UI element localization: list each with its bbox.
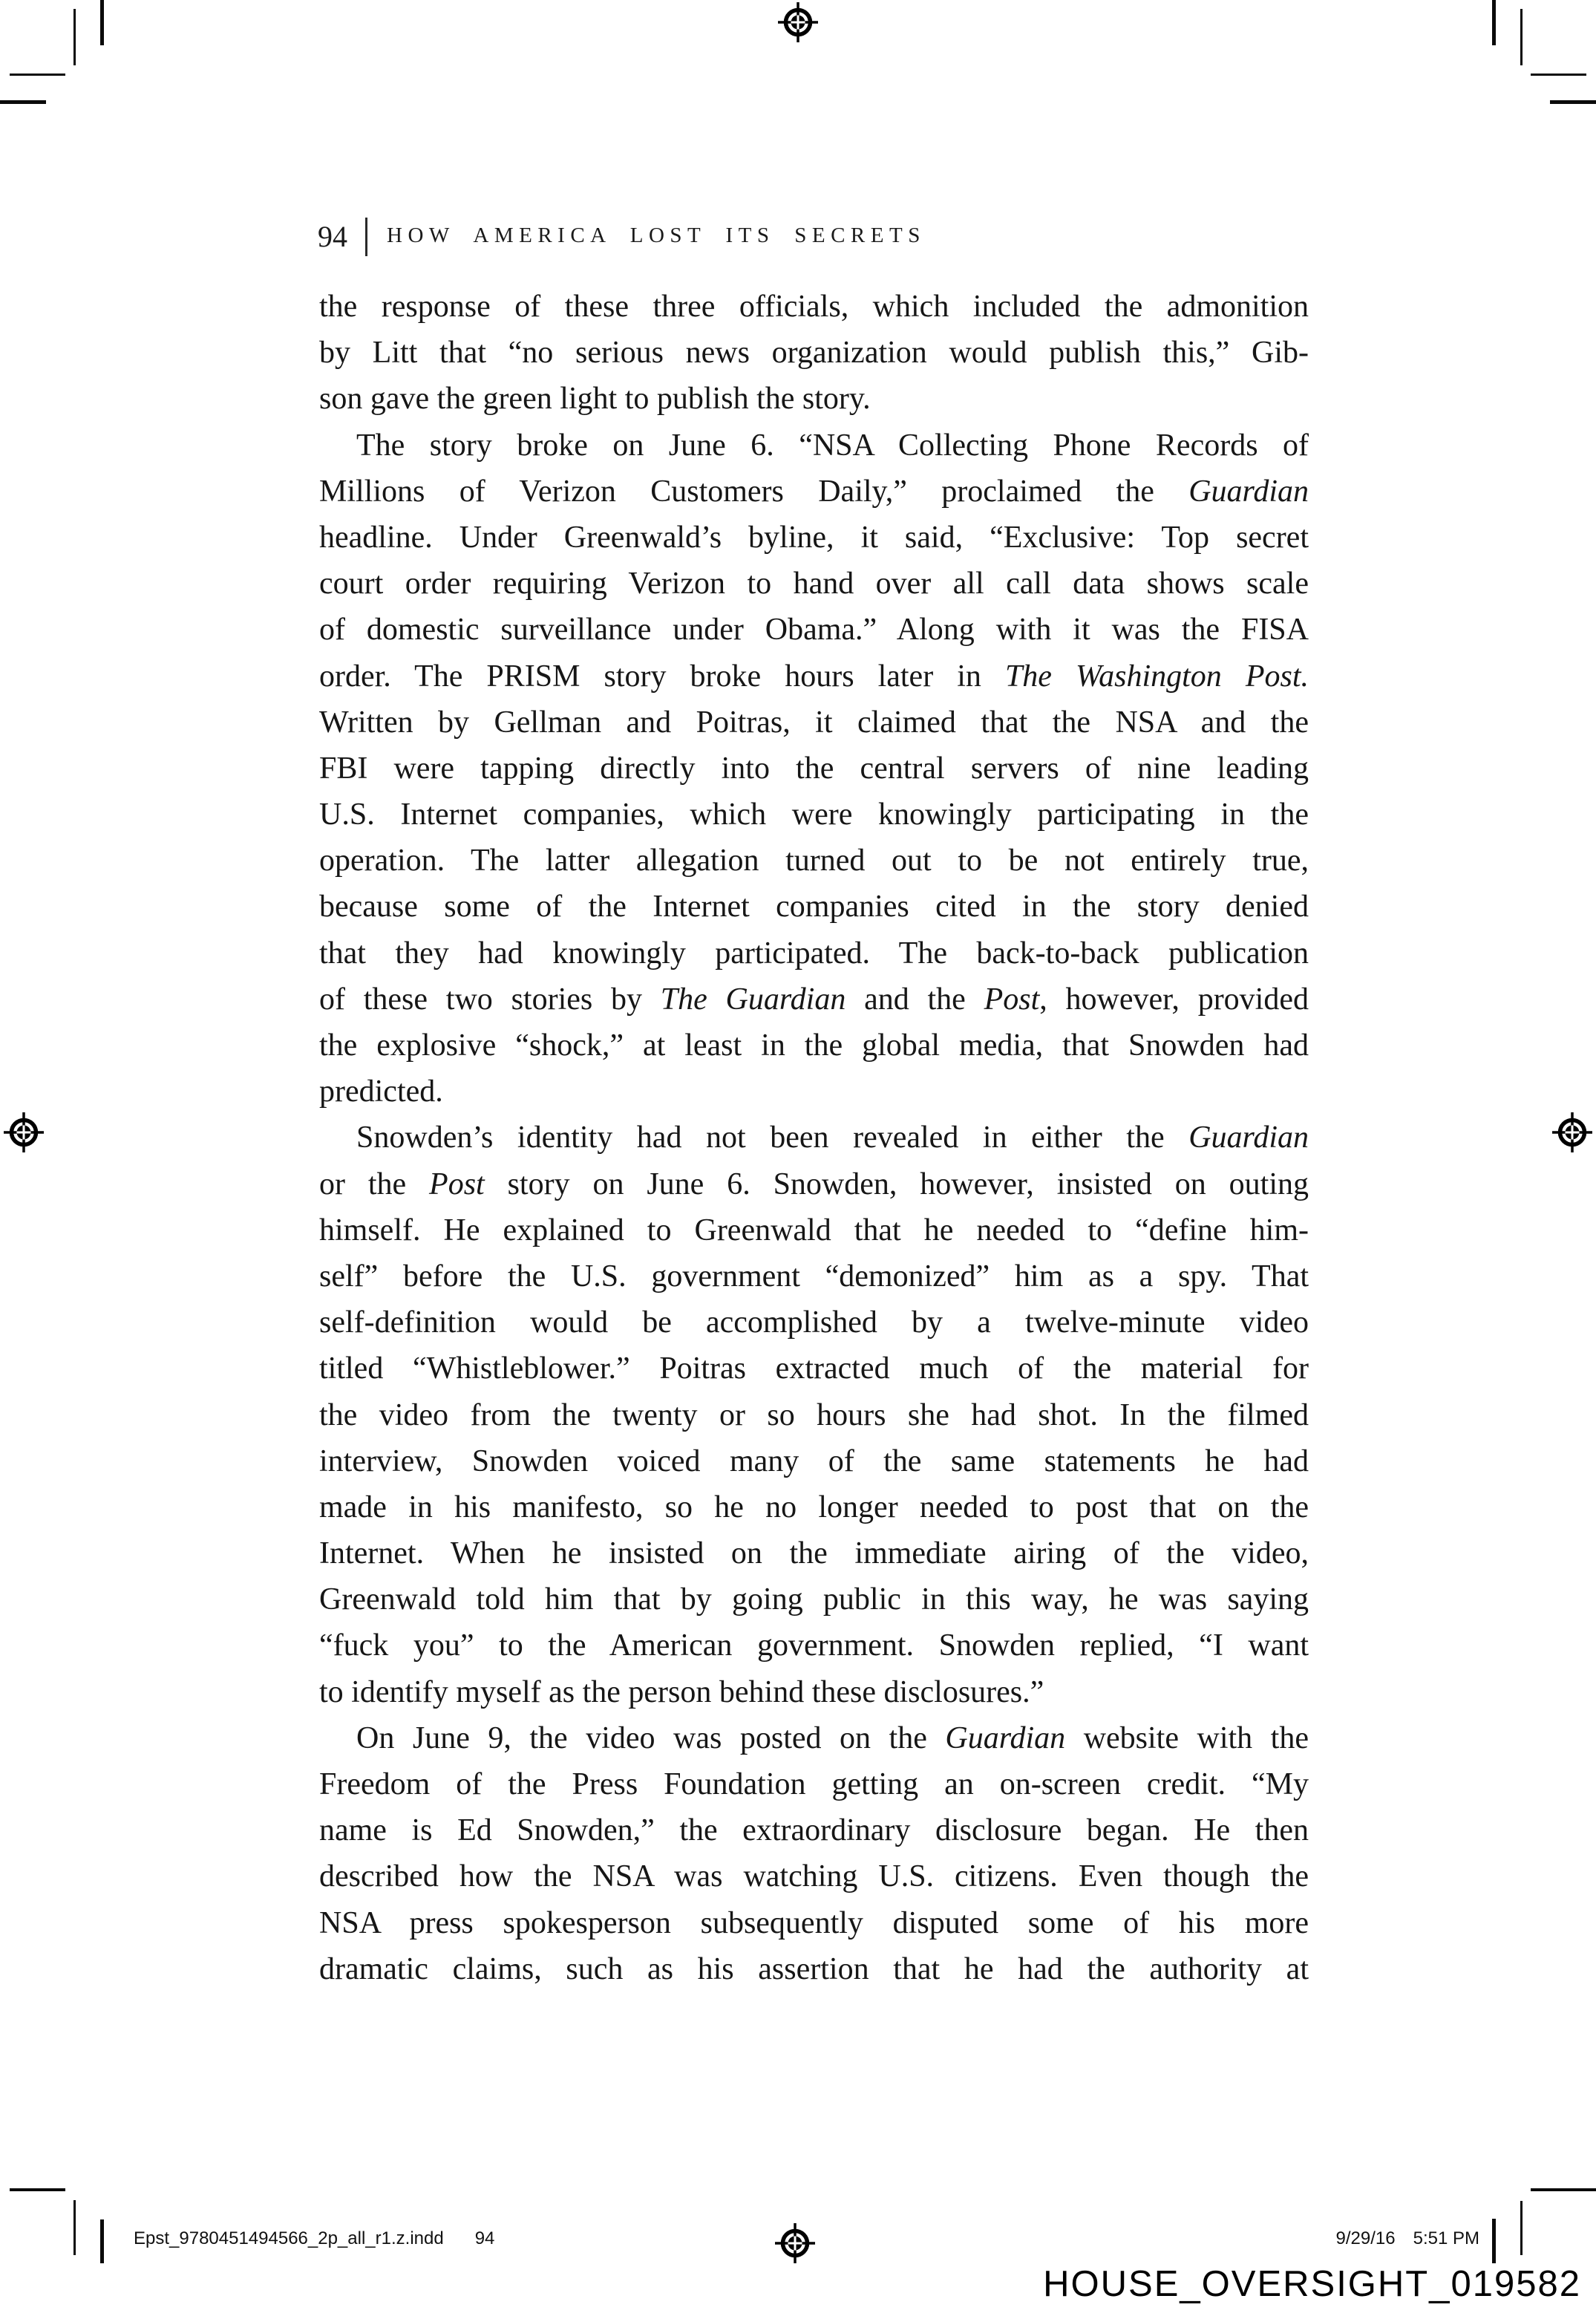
crop-mark-icon — [73, 9, 76, 65]
bates-stamp: HOUSE_OVERSIGHT_019582 — [1043, 2264, 1581, 2304]
print-date: 9/29/16 — [1335, 2228, 1396, 2248]
text-line: court order requiring Verizon to hand over all call data shows scale — [319, 567, 1309, 601]
text-line: FBI were tapping directly into the central servers of nine leading — [319, 751, 1309, 786]
text-line: himself. He explained to Greenwald that he needed to “define him- — [319, 1213, 1309, 1247]
crop-mark-icon — [73, 2200, 76, 2255]
text-line: son gave the green light to publish the story. — [319, 382, 871, 417]
text-line: name is Ed Snowden,” the extraordinary disclosure began. He then — [319, 1813, 1309, 1848]
crop-mark-icon — [1492, 0, 1496, 45]
text-line: U.S. Internet companies, which were knowingly participating in the — [319, 797, 1309, 832]
text-line: predicted. — [319, 1074, 443, 1109]
crop-mark-icon — [100, 2219, 104, 2263]
text-line: “fuck you” to the American government. Snowden replied, “I want — [319, 1628, 1309, 1663]
text-line: because some of the Internet companies cited in the story denied — [319, 890, 1309, 924]
text-line: made in his manifesto, so he no longer needed to post that on the — [319, 1490, 1309, 1524]
text-line: the video from the twenty or so hours she had shot. In the filmed — [319, 1397, 1309, 1432]
text-line: interview, Snowden voiced many of the same statements he had — [319, 1444, 1309, 1478]
header-divider — [365, 218, 367, 256]
text-line: self-definition would be accomplished by a twelve-minute video — [319, 1305, 1309, 1340]
text-line: dramatic claims, such as his assertion that he had the authority at — [319, 1951, 1309, 1986]
text-line: On June 9, the video was posted on the Guardian website with the — [356, 1720, 1309, 1755]
text-line: by Litt that “no serious news organization would publish this,” Gib- — [319, 336, 1309, 371]
page-number: 94 — [318, 220, 347, 253]
text-line: self” before the U.S. government “demonized” him as a spy. That — [319, 1259, 1309, 1294]
text-line: to identify myself as the person behind these disclosures.” — [319, 1674, 1044, 1709]
slug-filename: Epst_9780451494566_2p_all_r1.z.indd — [134, 2228, 444, 2248]
text-line: the response of these three officials, which included the admonition — [319, 290, 1309, 324]
text-line: of domestic surveillance under Obama.” Along with it was the FISA — [319, 613, 1309, 647]
text-line: titled “Whistleblower.” Poitras extracted much of the material for — [319, 1351, 1309, 1386]
text-line: The story broke on June 6. “NSA Collecting Phone Records of — [356, 428, 1309, 463]
text-line: or the Post story on June 6. Snowden, however, insisted on outing — [319, 1167, 1309, 1201]
slug-page-number: 94 — [474, 2228, 495, 2248]
page-header — [318, 218, 1312, 256]
registration-mark-icon — [777, 1, 819, 43]
body-text — [319, 284, 1309, 1992]
print-time: 5:51 PM — [1413, 2228, 1479, 2248]
crop-mark-icon — [0, 100, 46, 104]
crop-mark-icon — [1492, 2219, 1496, 2263]
text-line: Millions of Verizon Customers Daily,” proclaimed the Guardian — [319, 474, 1309, 509]
text-line: described how the NSA was watching U.S. citizens. Even though the — [319, 1859, 1309, 1894]
text-line: Freedom of the Press Foundation getting an on-screen credit. “My — [319, 1767, 1309, 1801]
crop-mark-icon — [1531, 74, 1586, 76]
crop-mark-icon — [10, 74, 65, 76]
text-line: operation. The latter allegation turned out to be not entirely true, — [319, 844, 1309, 878]
registration-mark-icon — [3, 1112, 45, 1153]
crop-mark-icon — [10, 2188, 65, 2191]
text-line: NSA press spokesperson subsequently disputed some of his more — [319, 1905, 1309, 1940]
crop-mark-icon — [1520, 9, 1523, 65]
text-line: Snowden’s identity had not been revealed in either the Guardian — [356, 1121, 1309, 1155]
footer-slugline — [134, 2228, 494, 2249]
registration-mark-icon — [1551, 1112, 1593, 1153]
footer-timestamp — [1336, 2228, 1479, 2249]
crop-mark-icon — [1520, 2201, 1523, 2255]
text-line: headline. Under Greenwald’s byline, it said, “Exclusive: Top secret — [319, 520, 1309, 555]
registration-mark-icon — [774, 2222, 816, 2264]
text-line: of these two stories by The Guardian and the Post, however, provided — [319, 982, 1309, 1017]
running-title: HOW AMERICA LOST ITS SECRETS — [387, 223, 926, 247]
crop-mark-icon — [1550, 100, 1596, 104]
text-line: Greenwald told him that by going public in this way, he was saying — [319, 1582, 1309, 1617]
crop-mark-icon — [100, 0, 104, 45]
crop-mark-icon — [1531, 2188, 1596, 2191]
text-line: order. The PRISM story broke hours later in The Washington Post. — [319, 659, 1309, 694]
text-line: Internet. When he insisted on the immediate airing of the video, — [319, 1536, 1309, 1571]
text-line: Written by Gellman and Poitras, it claimed that the NSA and the — [319, 705, 1309, 740]
text-line: the explosive “shock,” at least in the global media, that Snowden had — [319, 1028, 1309, 1063]
text-line: that they had knowingly participated. The back-to-back publication — [319, 936, 1309, 971]
